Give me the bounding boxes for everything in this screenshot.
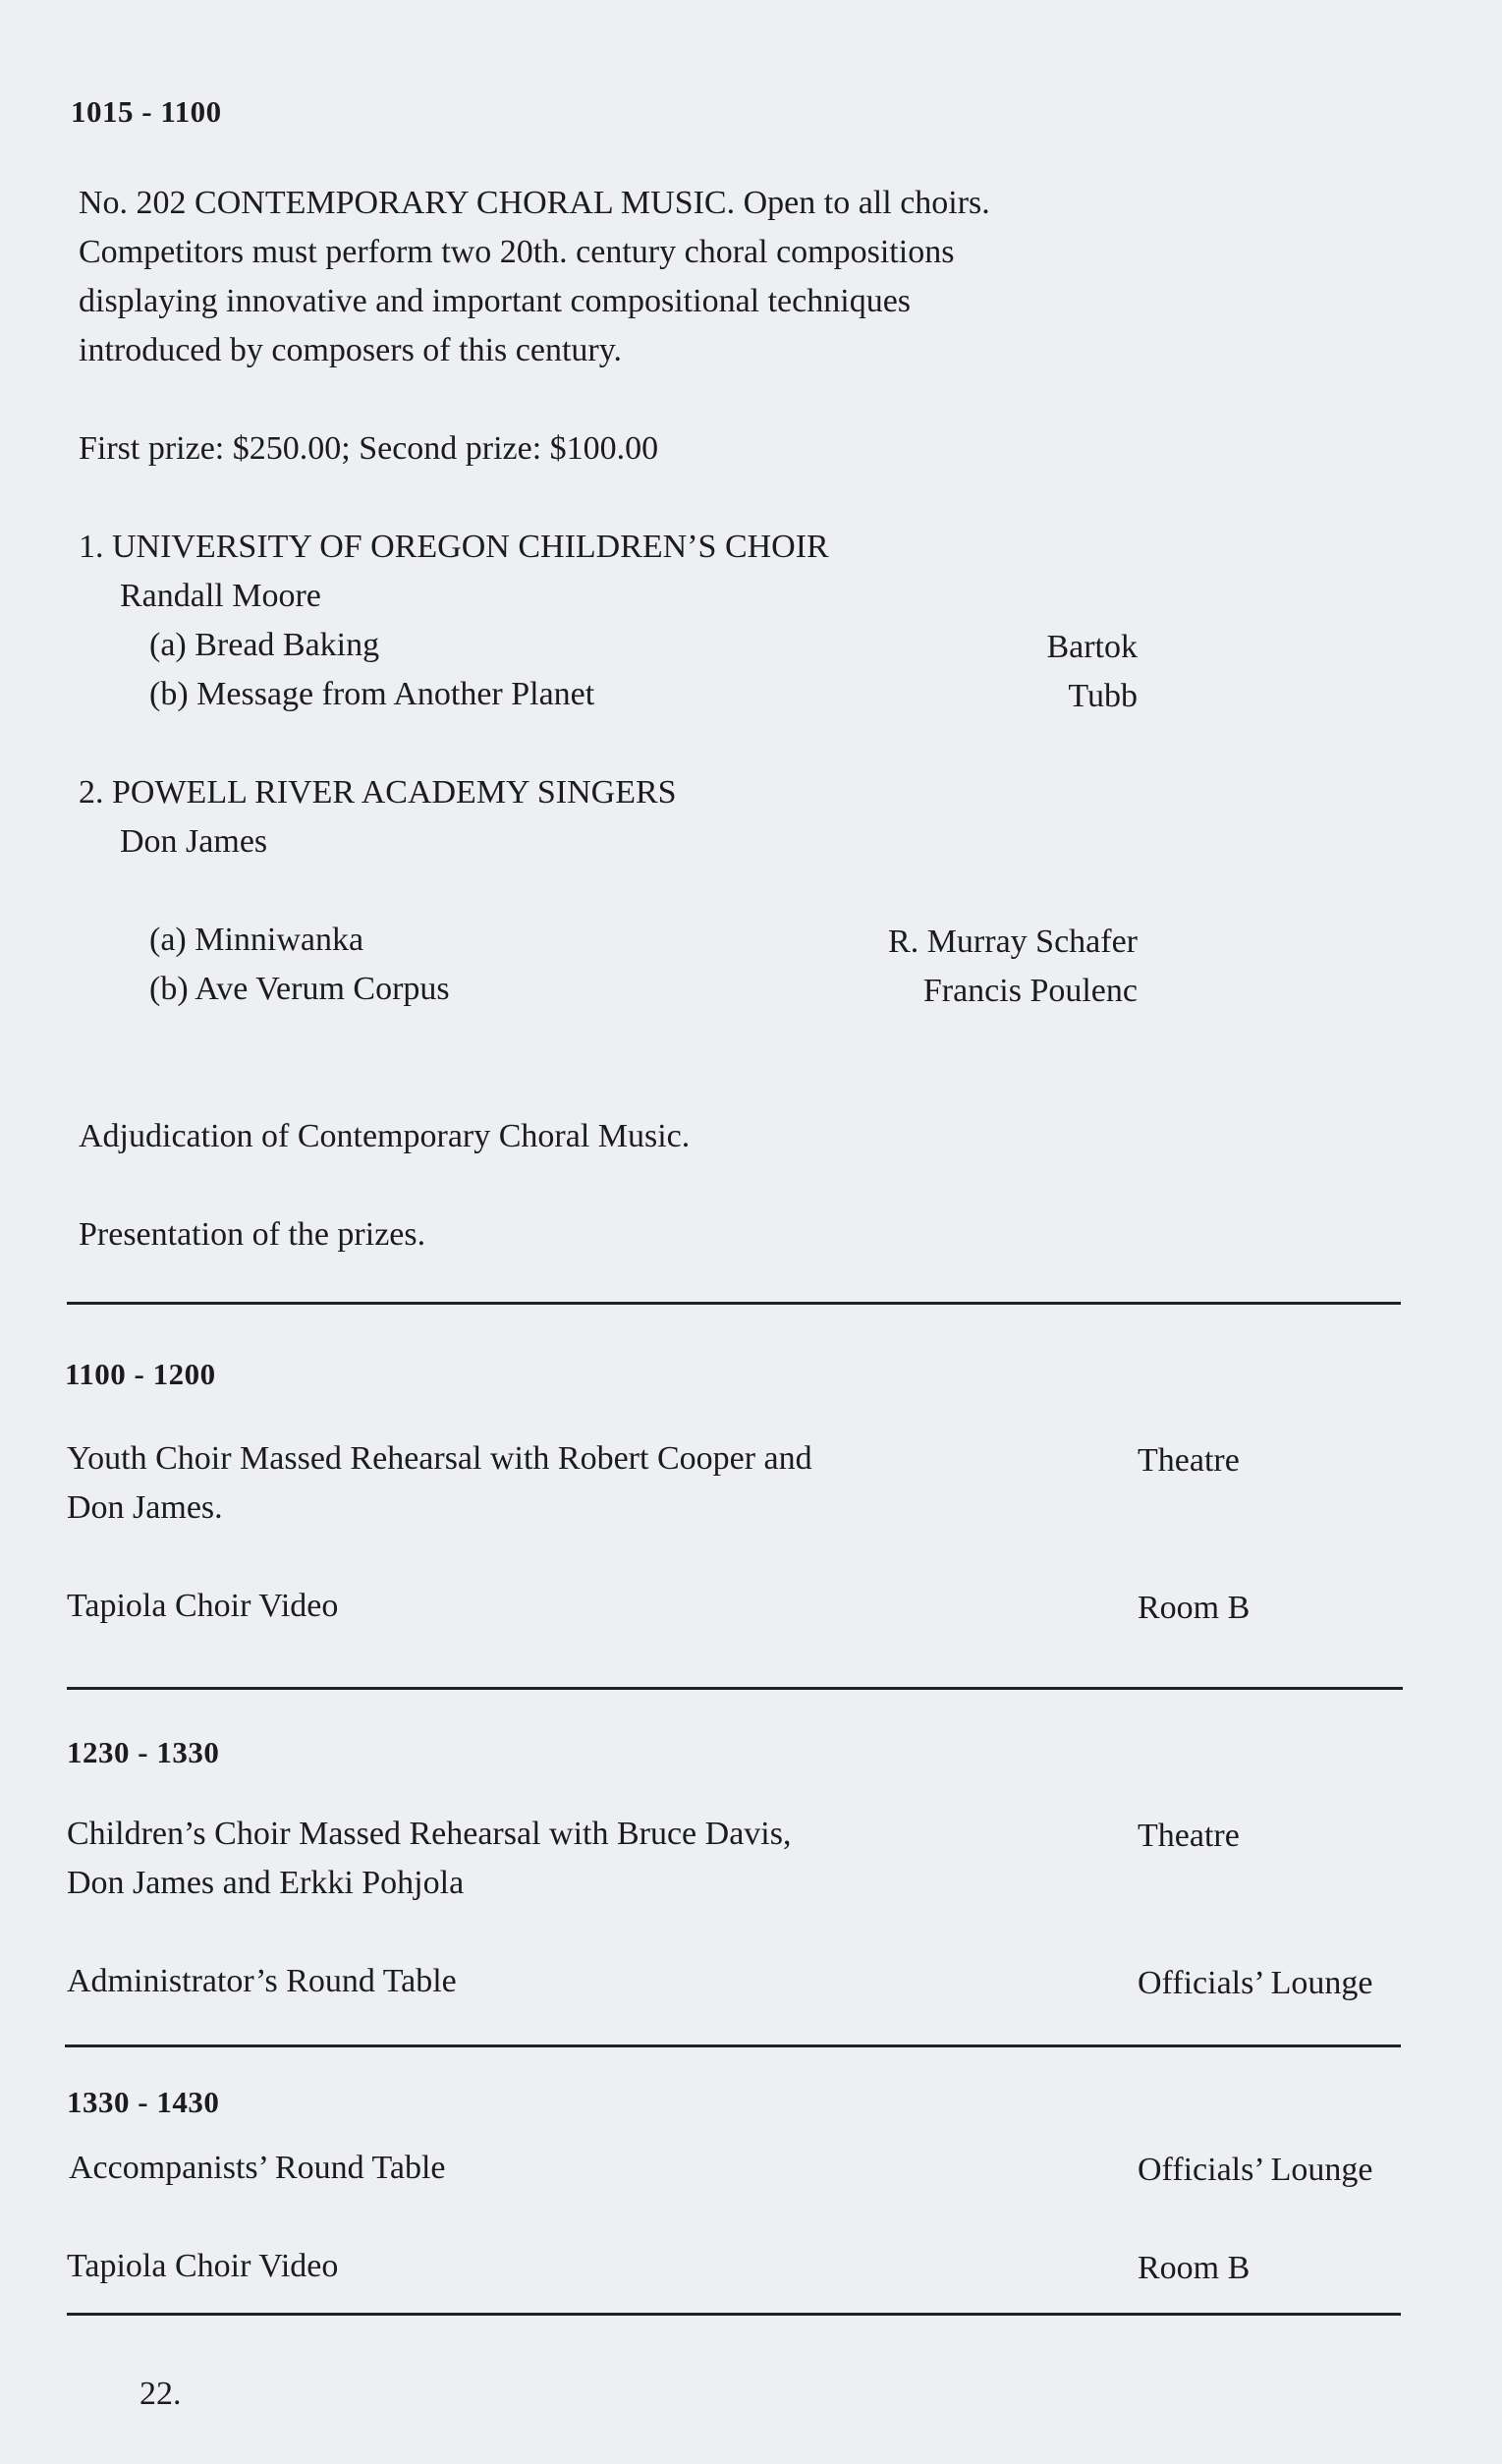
entry-1-composer-a: Bartok (1046, 629, 1138, 665)
section-divider (67, 1687, 1403, 1690)
entry-2-title: 2. POWELL RIVER ACADEMY SINGERS (79, 774, 677, 811)
section-time-1330: 1330 - 1430 (67, 2085, 220, 2119)
section-divider (67, 2313, 1401, 2316)
entry-2-composer-b: Francis Poulenc (922, 973, 1138, 1009)
entry-1-piece-b: (b) Message from Another Planet (149, 676, 595, 712)
section-time-1230: 1230 - 1330 (67, 1735, 220, 1769)
event-tapiola-video: Tapiola Choir Video (67, 1588, 339, 1624)
entry-2-composer-a: R. Murray Schafer (888, 924, 1138, 960)
event-youth-rehearsal-line1: Youth Choir Massed Rehearsal with Robert Cooper and (67, 1440, 812, 1477)
event-location: Room B (1138, 2250, 1251, 2286)
entry-1-piece-a: (a) Bread Baking (149, 627, 380, 663)
event-tapiola-video: Tapiola Choir Video (67, 2248, 339, 2284)
event-location: Room B (1138, 1590, 1251, 1626)
entry-2-director: Don James (120, 823, 268, 860)
description-line: introduced by composers of this century. (79, 332, 622, 368)
entry-2-piece-b: (b) Ave Verum Corpus (149, 971, 450, 1007)
event-children-rehearsal-line2: Don James and Erkki Pohjola (67, 1865, 465, 1901)
event-youth-rehearsal-line2: Don James. (67, 1489, 223, 1526)
event-administrator-round-table: Administrator’s Round Table (67, 1963, 457, 1999)
description-line: No. 202 CONTEMPORARY CHORAL MUSIC. Open to all choirs. (79, 185, 990, 221)
section-divider (67, 1302, 1401, 1305)
description-line: Competitors must perform two 20th. century choral compositions (79, 234, 955, 270)
event-location: Officials’ Lounge (1138, 2152, 1373, 2188)
page-number: 22. (139, 2376, 182, 2412)
event-accompanists-round-table: Accompanists’ Round Table (69, 2150, 446, 2186)
event-location: Officials’ Lounge (1138, 1965, 1373, 2001)
section-divider (65, 2044, 1401, 2047)
prize-info: First prize: $250.00; Second prize: $100.00 (79, 430, 659, 467)
entry-1-director: Randall Moore (120, 578, 321, 614)
entry-1-title: 1. UNIVERSITY OF OREGON CHILDREN’S CHOIR (79, 529, 829, 565)
competition-description (79, 179, 1257, 375)
adjudication-note: Adjudication of Contemporary Choral Music. (79, 1118, 691, 1154)
event-location: Theatre (1138, 1442, 1240, 1479)
entry-1-composer-b: Tubb (1068, 678, 1138, 714)
presentation-note: Presentation of the prizes. (79, 1216, 426, 1253)
event-children-rehearsal-line1: Children’s Choir Massed Rehearsal with Bruce Davis, (67, 1816, 792, 1852)
entry-2-piece-a: (a) Minniwanka (149, 922, 364, 958)
event-location: Theatre (1138, 1818, 1240, 1854)
section-time-1015: 1015 - 1100 (71, 94, 222, 129)
section-time-1100: 1100 - 1200 (65, 1357, 216, 1391)
description-line: displaying innovative and important compositional techniques (79, 283, 912, 319)
